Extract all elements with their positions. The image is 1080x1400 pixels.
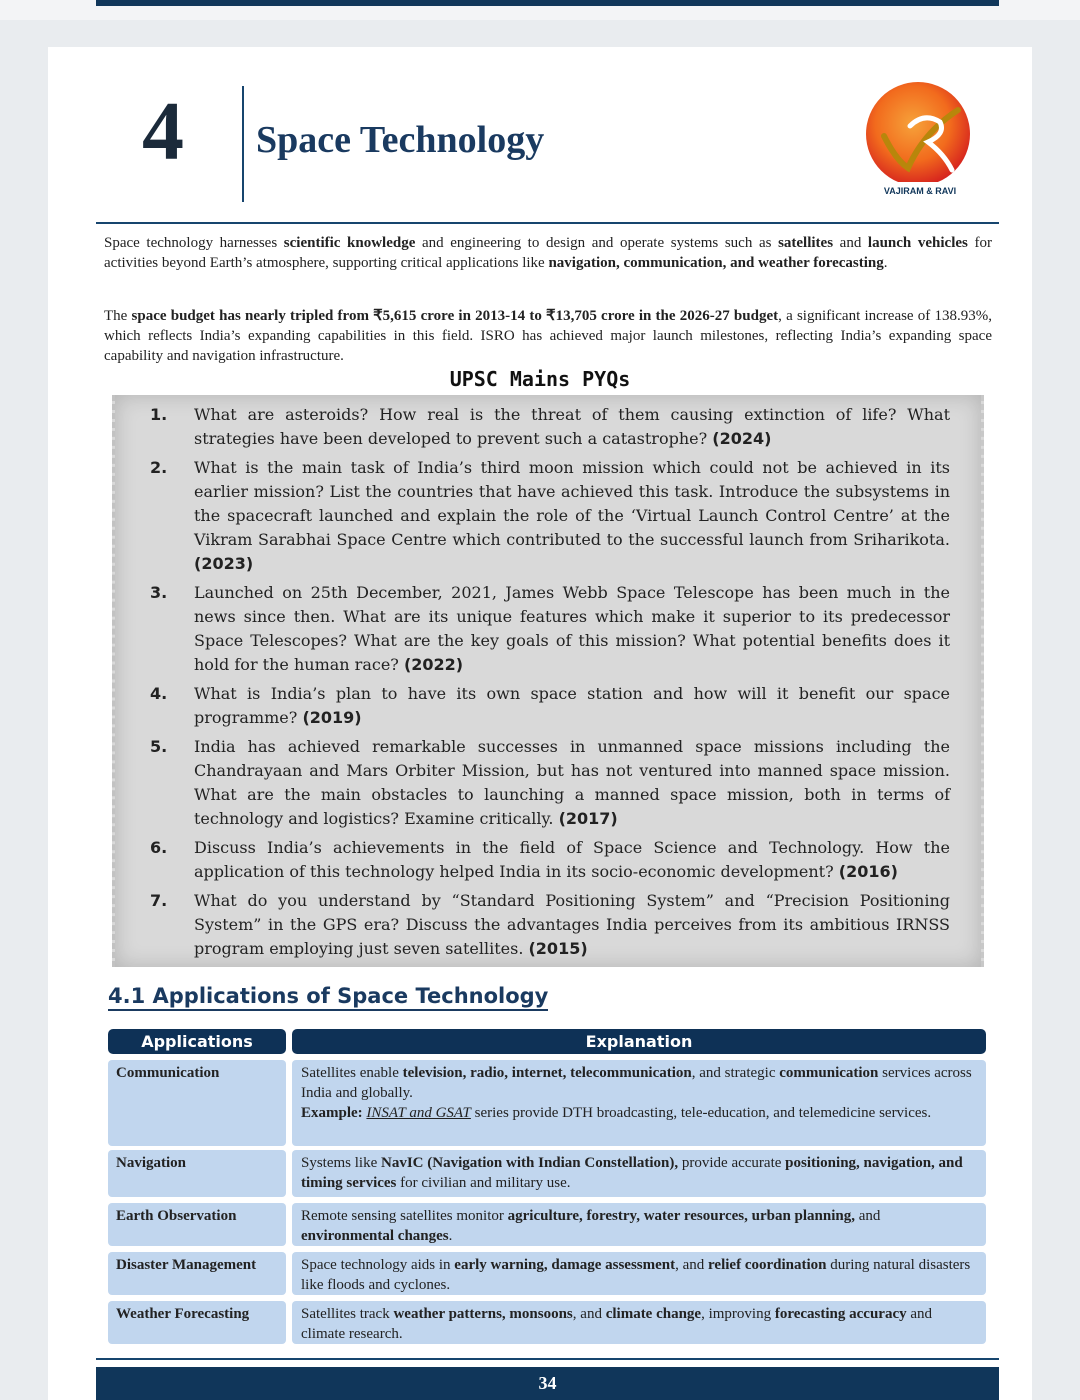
text-run: .: [448, 1228, 453, 1244]
bold-text: climate change: [605, 1306, 702, 1322]
text-run: , and: [572, 1306, 606, 1322]
pyq-question: Launched on 25th December, 2021, James Webb Space Telescope has been much in the news since then. What are its unique features which make it superior to its predecessor Space Telescopes? What are the key goals of this mission? What potential benefits does it hold for the human race?: [194, 583, 950, 674]
example-text: series provide DTH broadcasting, tele-education, and telemedicine services.: [470, 1105, 932, 1121]
intro-paragraph-2: [104, 306, 992, 366]
pyq-number: 1.: [150, 405, 168, 424]
bold-text: agriculture, forestry, water resources, urban planning,: [507, 1208, 855, 1224]
bold-text: communication: [779, 1065, 879, 1081]
text-run: .: [883, 255, 888, 271]
pyq-year: (2017): [558, 809, 618, 828]
example-line: [301, 1103, 977, 1123]
intro-paragraph-1: [104, 233, 992, 273]
pyq-number: 6.: [150, 838, 168, 857]
bold-text: forecasting accuracy: [774, 1306, 907, 1322]
pyq-item: [150, 836, 950, 884]
pyq-question: India has achieved remarkable successes in unmanned space missions including the Chandrayaan and Mars Orbiter Mission, but has not ventured into manned space mission. What are the main obstacles to launching a manned space mission, both in terms of technology and logistics? Examine critically.: [194, 737, 950, 828]
table-cell-explanation: [292, 1150, 986, 1197]
footer-rule: [96, 1358, 999, 1360]
chapter-divider: [242, 86, 244, 202]
pyq-text: [194, 889, 950, 961]
bold-text: environmental changes: [301, 1228, 449, 1244]
pyq-item: [150, 682, 950, 730]
table-cell-application: Earth Observation: [108, 1203, 286, 1246]
text-run: Satellites enable: [301, 1065, 403, 1081]
pyq-item: [150, 735, 950, 831]
pyq-year: (2022): [403, 655, 464, 674]
text-run: , a significant increase of 138.93%, which reflects India’s expanding capabilities in this field. ISRO has achieved major launch milestones, reflecting India’s expanding space capability and navigation infrastructure.: [104, 308, 992, 364]
bold-text: satellites: [778, 235, 834, 251]
bold-text: positioning, navigation, and timing services: [301, 1155, 963, 1191]
table-cell-explanation: [292, 1203, 986, 1246]
text-run: services across India and globally.: [301, 1065, 972, 1101]
table-cell-explanation: [292, 1301, 986, 1344]
pyq-text: [194, 403, 950, 451]
example-label: Example:: [301, 1105, 367, 1121]
top-bar: [96, 0, 999, 6]
pyq-question: What do you understand by “Standard Positioning System” and “Precision Positioning System” in the GPS era? Discuss the advantages India perceives from its ambitious IRNSS program employing just seven satellites.: [194, 891, 950, 958]
pyq-year: (2023): [194, 554, 254, 573]
table-cell-application: Communication: [108, 1060, 286, 1146]
page-footer: [96, 1367, 999, 1400]
pyq-number: 7.: [150, 891, 168, 910]
bold-text: early warning, damage assessment: [454, 1257, 676, 1273]
bold-text: scientific knowledge: [283, 235, 416, 251]
table-header-explanation: Explanation: [292, 1029, 986, 1054]
pyq-text: [194, 735, 950, 831]
bold-text: navigation, communication, and weather forecasting: [548, 255, 884, 271]
pyq-year: (2024): [712, 429, 772, 448]
pyq-item: [150, 403, 950, 451]
pyq-number: 3.: [150, 583, 168, 602]
pyq-title: UPSC Mains PYQs: [449, 367, 631, 391]
pyq-text: [194, 456, 950, 576]
text-run: Satellites track: [301, 1306, 394, 1322]
pyq-list: [150, 403, 950, 966]
pyq-year: (2019): [302, 708, 362, 727]
pyq-number: 5.: [150, 737, 168, 756]
text-run: and: [833, 235, 868, 251]
text-run: for civilian and military use.: [396, 1175, 571, 1191]
text-run: , and: [675, 1257, 709, 1273]
text-run: Systems like: [301, 1155, 382, 1171]
bold-text: NavIC (Navigation with Indian Constellation),: [381, 1155, 679, 1171]
text-run: Remote sensing satellites monitor: [301, 1208, 508, 1224]
pyq-item: [150, 889, 950, 961]
chapter-title: Space Technology: [256, 119, 545, 161]
pyq-question: What are asteroids? How real is the threat of them causing extinction of life? What strategies have been developed to prevent such a catastrophe?: [194, 405, 950, 448]
table-cell-explanation: [292, 1060, 986, 1146]
pyq-text: [194, 836, 950, 884]
text-run: Space technology aids in: [301, 1257, 455, 1273]
text-run: for activities beyond Earth’s atmosphere, supporting critical applications like: [104, 235, 992, 271]
pyq-year: (2016): [838, 862, 898, 881]
text-run: , and strategic: [691, 1065, 780, 1081]
text-run: , improving: [701, 1306, 775, 1322]
pyq-item: [150, 581, 950, 677]
pyq-text: [194, 682, 950, 730]
table-cell-application: Navigation: [108, 1150, 286, 1197]
top-strip: [0, 0, 1080, 20]
text-run: during natural disasters like floods and cyclones.: [301, 1257, 971, 1293]
text-run: Space technology harnesses: [104, 235, 284, 251]
bold-text: television, radio, internet, telecommunication: [402, 1065, 692, 1081]
pyq-number: 2.: [150, 458, 168, 477]
bold-text: weather patterns, monsoons: [393, 1306, 573, 1322]
pyq-item: [150, 456, 950, 576]
table-cell-application: Disaster Management: [108, 1252, 286, 1295]
chapter-number: 4: [142, 85, 184, 178]
example-link[interactable]: INSAT and GSAT: [366, 1105, 471, 1121]
logo-text: VAJIRAM & RAVI: [883, 186, 957, 196]
pyq-question: Discuss India’s achievements in the field of Space Science and Technology. How the application of this technology helped India in its socio-economic development?: [194, 838, 950, 881]
pyq-text: [194, 581, 950, 677]
table-cell-explanation: [292, 1252, 986, 1295]
pyq-number: 4.: [150, 684, 168, 703]
page-number: 34: [538, 1373, 557, 1393]
header-rule: [96, 222, 999, 224]
text-run: provide accurate: [678, 1155, 786, 1171]
bold-text: space budget has nearly tripled from ₹5,615 crore in 2013-14 to ₹13,705 crore in the 2026-27 budget: [131, 308, 779, 324]
table-header-applications: Applications: [108, 1029, 286, 1054]
text-run: and engineering to design and operate systems such as: [415, 235, 779, 251]
table-cell-application: Weather Forecasting: [108, 1301, 286, 1344]
vajiram-ravi-logo: [862, 82, 974, 200]
pyq-question: What is India’s plan to have its own space station and how will it benefit our space programme?: [194, 684, 950, 727]
pyq-year: (2015): [528, 939, 588, 958]
text-run: and climate research.: [301, 1306, 933, 1342]
pyq-question: What is the main task of India’s third moon mission which could not be achieved in its earlier mission? List the countries that have achieved this task. Introduce the subsystems in the spacecraft launched and explain the role of the ‘Virtual Launch Control Centre’ at the Vikram Sarabhai Space Centre which contributed to the successful launch from Sriharikota.: [194, 458, 950, 549]
text-run: and: [855, 1208, 881, 1224]
bold-text: launch vehicles: [867, 235, 968, 251]
bold-text: relief coordination: [708, 1257, 827, 1273]
section-title: 4.1 Applications of Space Technology: [108, 984, 548, 1011]
text-run: The: [104, 308, 132, 324]
